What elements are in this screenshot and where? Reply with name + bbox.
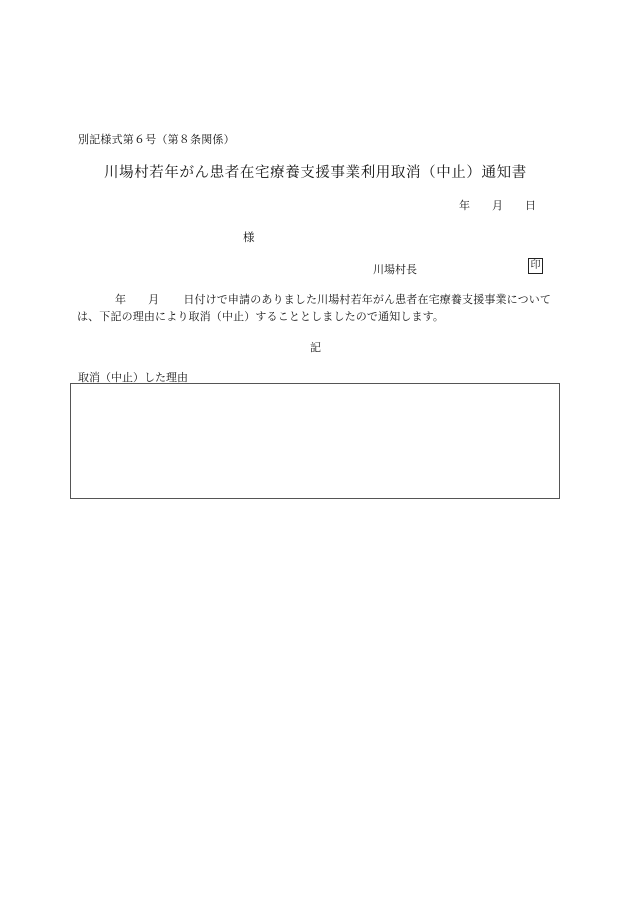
body-year-label: 年 <box>115 293 127 306</box>
addressee-suffix: 様 <box>243 230 255 244</box>
date-line <box>459 197 536 213</box>
date-month-label: 月 <box>492 199 503 212</box>
reason-box[interactable] <box>70 383 560 499</box>
reason-label: 取消（中止）した理由 <box>78 371 188 384</box>
body-text: 日付けで申請のありました川場村若年がん患者在宅療養支援事業については、下記の理由により取消（中止）することとしましたので通知します。 <box>77 293 552 323</box>
date-year-label: 年 <box>459 199 470 212</box>
ki-heading: 記 <box>310 341 321 354</box>
issuer-name: 川場村長 <box>373 263 417 276</box>
notice-body <box>77 291 557 325</box>
form-number: 別記様式第６号（第８条関係） <box>78 133 235 146</box>
seal-mark: 印 <box>528 258 543 274</box>
document-title: 川場村若年がん患者在宅療養支援事業利用取消（中止）通知書 <box>104 165 527 181</box>
body-month-label: 月 <box>148 293 160 306</box>
date-day-label: 日 <box>525 199 536 212</box>
